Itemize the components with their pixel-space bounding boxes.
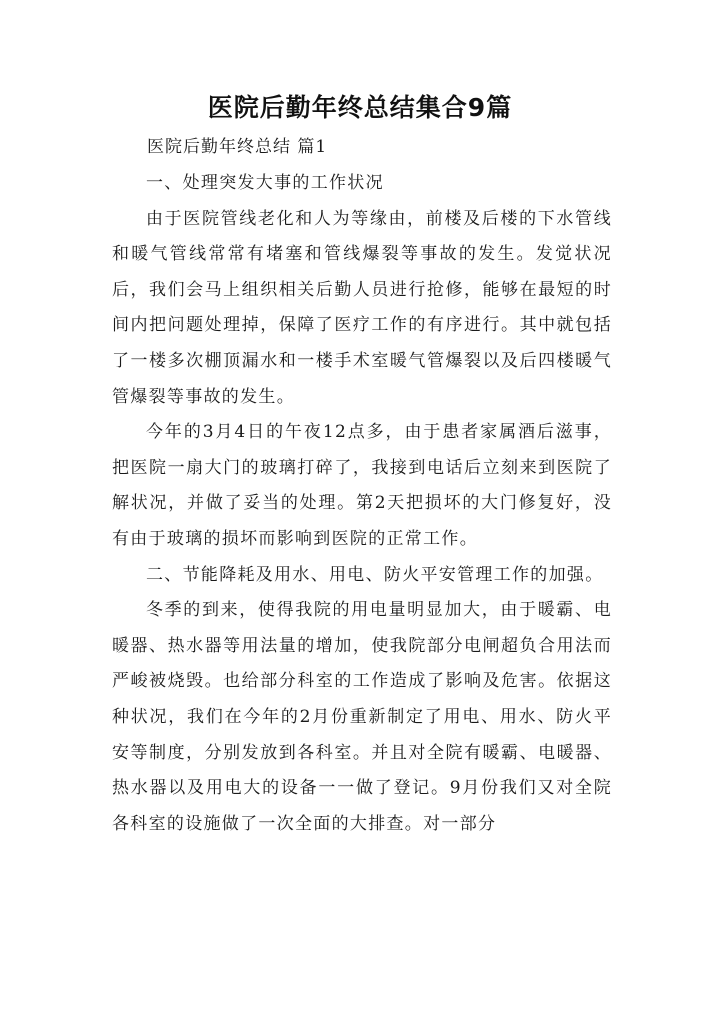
document-body <box>112 166 612 842</box>
paragraph-glass-incident: 今年的3月4日的午夜12点多，由于患者家属酒后滋事，把医院一扇大门的玻璃打碎了，我接到电话后立刻来到医院了解状况，并做了妥当的处理。第2天把损坏的大门修复好，没有由于玻璃的损坏而影响到医院的正常工作。 <box>112 422 612 549</box>
document-title: 医院后勤年终总结集合9篇 <box>207 93 513 122</box>
section-subtitle: 医院后勤年终总结 篇1 <box>147 137 328 157</box>
paragraph-winter-electricity: 冬季的到来，使得我院的用电量明显加大，由于暖霸、电暖器、热水器等用法量的增加，使我院部分电闸超负合用法而严峻被烧毁。也给部分科室的工作造成了影响及危害。依据这种状况，我们在今年的2月份重新制定了用电、用水、防火平安等制度，分别发放到各科室。并且对全院有暖霸、电暖器、热水器以及用电大的设备一一做了登记。9月份我们又对全院各科室的设施做了一次全面的大排查。对一部分 <box>112 600 612 834</box>
heading-energy-saving: 二、节能降耗及用水、用电、防火平安管理工作的加强。 <box>146 564 604 585</box>
paragraph-pipeline-repairs: 由于医院管线老化和人为等缘由，前楼及后楼的下水管线和暖气管线常常有堵塞和管线爆裂等事故的发生。发觉状况后，我们会马上组织相关后勤人员进行抢修，能够在最短的时间内把问题处理掉，保障了医疗工作的有序进行。其中就包括了一楼多次棚顶漏水和一楼手术室暖气管爆裂以及后四楼暖气管爆裂等事故的发生。 <box>112 208 612 407</box>
heading-emergency-handling: 一、处理突发大事的工作状况 <box>146 173 384 193</box>
